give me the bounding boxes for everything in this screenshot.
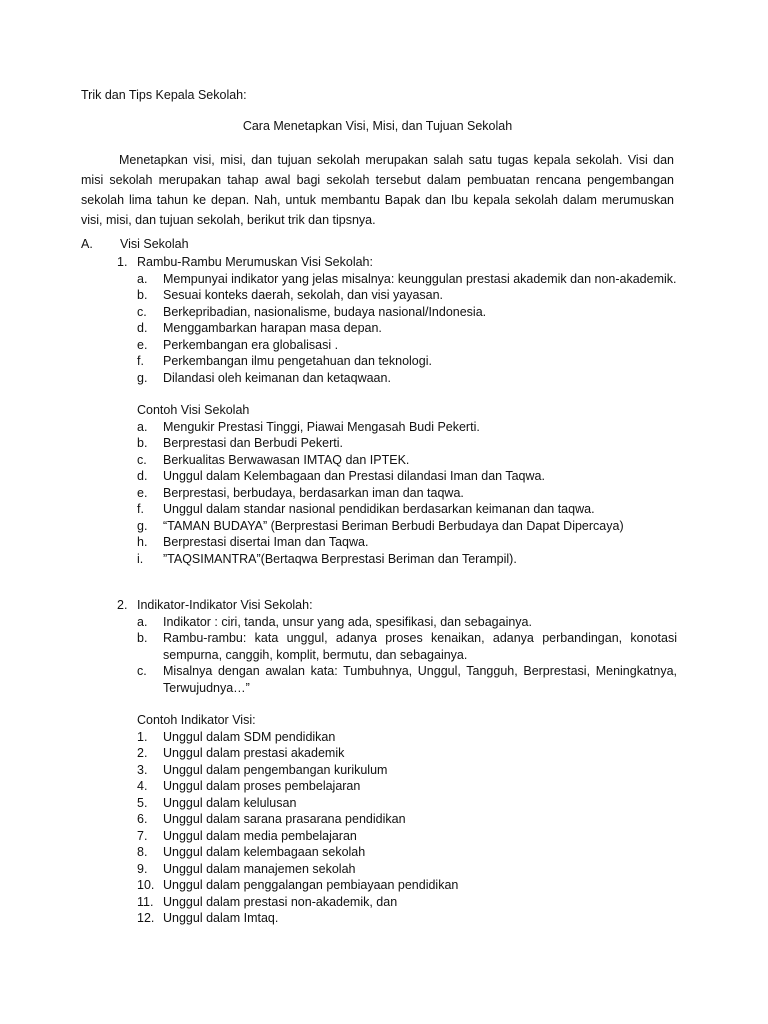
list-item-text: Unggul dalam prestasi non-akademik, dan (163, 894, 398, 909)
list-item (137, 435, 677, 452)
list-item (137, 287, 677, 304)
list-item-text: Berprestasi, berbudaya, berdasarkan iman dan taqwa. (163, 485, 464, 500)
list-marker: c. (137, 452, 147, 467)
part-1-example-title: Contoh Visi Sekolah (137, 403, 250, 417)
list-marker: 6. (137, 812, 148, 826)
list-item-text: Unggul dalam sarana prasarana pendidikan (163, 812, 406, 826)
list-item-text: Indikator : ciri, tanda, unsur yang ada, spesifikasi, dan sebagainya. (163, 614, 532, 629)
list-item-text: Sesuai konteks daerah, sekolah, dan visi yayasan. (163, 288, 444, 302)
list-item (137, 271, 677, 288)
part-2-example-list (137, 729, 677, 927)
list-item-text: ”TAQSIMANTRA”(Bertaqwa Berprestasi Beriman dan Terampil). (163, 551, 517, 566)
list-marker: 7. (137, 828, 148, 843)
list-item-text: Unggul dalam prestasi akademik (163, 746, 345, 760)
list-item-text: Unggul dalam standar nasional pendidikan berdasarkan keimanan dan taqwa. (163, 502, 595, 516)
list-item-text: Unggul dalam Kelembagaan dan Prestasi dilandasi Iman dan Taqwa. (163, 469, 545, 483)
list-item-text: Rambu-rambu: kata unggul, adanya proses kenaikan, adanya perbandingan, konotasi sempurna, canggih, komplit, bermutu, dan sebagainya. (163, 631, 677, 662)
list-item (137, 320, 677, 337)
list-marker: 5. (137, 795, 148, 810)
list-marker: b. (137, 631, 148, 645)
list-marker: 3. (137, 762, 148, 777)
list-marker: d. (137, 469, 148, 483)
list-item (137, 468, 677, 485)
list-item-text: Unggul dalam kelulusan (163, 795, 297, 810)
list-marker: 10. (137, 878, 155, 892)
part-2 (117, 597, 677, 927)
list-item (137, 861, 677, 878)
list-marker: 8. (137, 845, 148, 859)
list-item (137, 501, 677, 518)
list-marker: f. (137, 354, 144, 368)
document-header: Trik dan Tips Kepala Sekolah: (81, 88, 247, 102)
section-a-heading (81, 237, 189, 251)
part-2-title: Indikator-Indikator Visi Sekolah: (137, 598, 313, 612)
list-marker: a. (137, 271, 148, 286)
list-item-text: Mengukir Prestasi Tinggi, Piawai Mengasah Budi Pekerti. (163, 419, 480, 434)
list-item-text: Berprestasi disertai Iman dan Taqwa. (163, 535, 369, 549)
list-item (137, 630, 677, 663)
list-marker: e. (137, 485, 148, 500)
part-1-criteria-list (137, 271, 677, 387)
list-item-text: Unggul dalam proses pembelajaran (163, 779, 361, 793)
list-item (137, 452, 677, 469)
list-item (137, 551, 677, 568)
list-item-text: Mempunyai indikator yang jelas misalnya: keunggulan prestasi akademik dan non-akademik. (163, 271, 677, 286)
document-title: Cara Menetapkan Visi, Misi, dan Tujuan Sekolah (242, 119, 513, 133)
list-marker: 4. (137, 779, 148, 793)
part-1-number: 1. (117, 255, 128, 269)
list-marker: c. (137, 664, 147, 678)
list-marker: b. (137, 436, 148, 450)
list-item (137, 762, 677, 779)
list-marker: 2. (137, 746, 148, 760)
list-marker: b. (137, 288, 148, 302)
list-marker: 12. (137, 911, 155, 925)
list-item (137, 304, 677, 321)
list-marker: 11. (137, 894, 154, 909)
list-item (137, 485, 677, 502)
list-item (137, 518, 677, 535)
list-item (137, 877, 677, 894)
list-item (137, 614, 677, 631)
list-item (137, 534, 677, 551)
intro-paragraph: Menetapkan visi, misi, dan tujuan sekolah merupakan salah satu tugas kepala sekolah. Visi dan misi sekolah merupakan tahap awal bagi sekolah tersebut dalam pembuatan rencana pengembangan sekolah lima tahun ke depan. Nah, untuk membantu Bapak dan Ibu kepala sekolah dalam merumuskan visi, misi, dan tujuan sekolah, berikut trik dan tipsnya. (81, 153, 674, 227)
list-marker: i. (137, 551, 144, 566)
list-item-text: Perkembangan ilmu pengetahuan dan teknologi. (163, 354, 432, 368)
list-item (137, 778, 677, 795)
list-item-text: Berprestasi dan Berbudi Pekerti. (163, 436, 343, 450)
list-item-text: Unggul dalam SDM pendidikan (163, 729, 336, 744)
part-1-example-list (137, 419, 677, 568)
list-item (137, 910, 677, 927)
list-item-text: Berkepribadian, nasionalisme, budaya nasional/Indonesia. (163, 304, 487, 319)
list-item (137, 729, 677, 746)
list-item (137, 370, 677, 387)
part-2-indicator-list (137, 614, 677, 697)
list-item-text: Perkembangan era globalisasi . (163, 337, 339, 352)
list-marker: g. (137, 518, 148, 533)
list-item (137, 663, 677, 696)
list-item-text: Unggul dalam Imtaq. (163, 911, 279, 925)
part-2-example-title: Contoh Indikator Visi: (137, 713, 256, 727)
list-marker: f. (137, 502, 144, 516)
list-marker: g. (137, 370, 148, 385)
list-item (137, 894, 677, 911)
list-item-text: Dilandasi oleh keimanan dan ketaqwaan. (163, 370, 391, 385)
list-marker: d. (137, 321, 148, 335)
list-item-text: Berkualitas Berwawasan IMTAQ dan IPTEK. (163, 452, 410, 467)
list-item-text: Unggul dalam manajemen sekolah (163, 861, 356, 876)
list-marker: e. (137, 337, 148, 352)
part-1-heading (117, 254, 677, 271)
list-item (137, 795, 677, 812)
list-marker: a. (137, 614, 148, 629)
list-marker: a. (137, 419, 148, 434)
section-a-label: A. (81, 237, 93, 251)
part-2-heading (117, 597, 677, 614)
list-item (137, 745, 677, 762)
list-item-text: Unggul dalam penggalangan pembiayaan pendidikan (163, 878, 459, 892)
list-marker: 1. (137, 729, 148, 744)
section-a-title: Visi Sekolah (120, 237, 189, 251)
list-item (137, 353, 677, 370)
list-item-text: “TAMAN BUDAYA” (Berprestasi Beriman Berbudi Berbudaya dan Dapat Dipercaya) (163, 518, 624, 533)
list-item-text: Unggul dalam pengembangan kurikulum (163, 762, 388, 777)
list-item (137, 844, 677, 861)
list-item-text: Menggambarkan harapan masa depan. (163, 321, 382, 335)
list-item-text: Misalnya dengan awalan kata: Tumbuhnya, Unggul, Tangguh, Berprestasi, Meningkatnya, Terwujudnya…” (163, 664, 677, 695)
list-item-text: Unggul dalam media pembelajaran (163, 828, 357, 843)
list-marker: h. (137, 535, 148, 549)
list-item (137, 811, 677, 828)
list-item-text: Unggul dalam kelembagaan sekolah (163, 845, 366, 859)
list-item (137, 419, 677, 436)
part-1 (117, 254, 677, 567)
part-1-title: Rambu-Rambu Merumuskan Visi Sekolah: (137, 255, 373, 269)
list-marker: 9. (137, 861, 148, 876)
part-2-number: 2. (117, 598, 128, 612)
list-item (137, 337, 677, 354)
list-marker: c. (137, 304, 147, 319)
list-item (137, 828, 677, 845)
